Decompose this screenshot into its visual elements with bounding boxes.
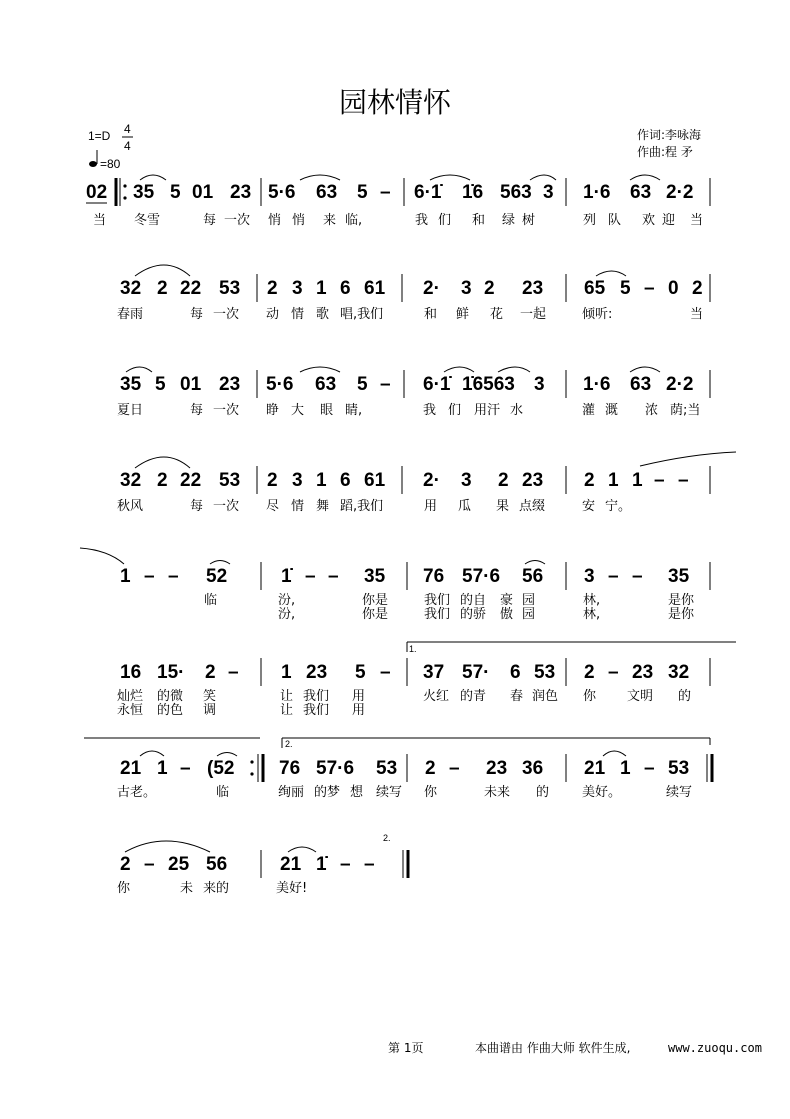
note: 63	[315, 374, 337, 395]
lyric: 一起	[520, 307, 547, 322]
lyric: 迎	[662, 213, 676, 228]
lyric: 每	[190, 307, 204, 322]
lyric: 未	[180, 881, 194, 896]
lyric-verse2: 林,	[583, 607, 601, 622]
note: 23	[230, 182, 252, 203]
note: 6	[340, 278, 351, 299]
lyric-verse2: 的色	[157, 703, 184, 718]
time-signature-bottom: 4	[124, 139, 131, 153]
note: 61	[364, 278, 386, 299]
lyric: 我	[423, 403, 437, 418]
lyric: 润色	[532, 689, 559, 704]
lyric-verse2: 让	[280, 703, 294, 718]
tie	[80, 548, 124, 564]
note: –	[328, 566, 339, 587]
note: 1̇6	[462, 182, 484, 203]
lyric: 灌	[582, 403, 596, 418]
note: –	[644, 278, 655, 299]
note: –	[228, 662, 239, 683]
lyric: 们	[438, 213, 452, 228]
lyric-verse2: 我们	[424, 607, 451, 622]
website-link[interactable]: www.zuoqu.com	[668, 1041, 762, 1055]
note: 1	[608, 470, 619, 491]
lyric: 文明	[627, 689, 654, 704]
note: 22	[180, 470, 202, 491]
lyric: 来	[323, 213, 337, 228]
note: 2	[267, 470, 278, 491]
lyric-verse2: 我们	[303, 703, 330, 718]
lyric: 倾听:	[582, 307, 613, 322]
lyric: 水	[510, 403, 524, 418]
lyric: 一次	[213, 307, 240, 322]
lyric: 果	[496, 499, 510, 514]
note: 1	[620, 758, 631, 779]
lyric: 未来	[484, 785, 511, 800]
slur	[125, 841, 210, 852]
slur	[630, 367, 660, 372]
note: 2	[157, 278, 168, 299]
note: 2	[157, 470, 168, 491]
lyric: 林,	[583, 593, 601, 608]
note: 5	[357, 182, 368, 203]
lyric: 我们	[303, 689, 330, 704]
note: 3	[461, 278, 472, 299]
lyric: 一次	[213, 499, 240, 514]
lyric: 每	[190, 499, 204, 514]
lyric: 临,	[345, 213, 363, 228]
note: 0	[668, 278, 679, 299]
lyric: 用汗	[474, 403, 501, 418]
note: 2·	[423, 470, 440, 491]
lyric: 笑	[203, 689, 217, 704]
note: 63	[316, 182, 338, 203]
note: –	[168, 566, 179, 587]
note: 37	[423, 662, 445, 683]
note: 53	[668, 758, 690, 779]
slur	[217, 753, 237, 757]
lyric: 的青	[460, 689, 487, 704]
note: 3	[461, 470, 472, 491]
software-credit: 本曲谱由 作曲大师 软件生成,	[475, 1041, 631, 1055]
second-ending-bracket	[282, 738, 710, 748]
lyric: 欢	[642, 213, 656, 228]
slur	[288, 847, 316, 852]
note: 57·6	[316, 758, 355, 779]
note: 23	[632, 662, 654, 683]
note: 2	[267, 278, 278, 299]
lyric: 汾,	[278, 593, 296, 608]
note: 1·6	[583, 182, 611, 203]
lyric: 你是	[362, 593, 389, 608]
lyric-verse2: 调	[203, 703, 217, 718]
lyric: 尽	[266, 499, 280, 514]
lyric: 想	[350, 785, 364, 800]
lyric: 的	[536, 785, 550, 800]
note: 2	[498, 470, 509, 491]
slur	[126, 367, 152, 372]
note: 23	[522, 278, 544, 299]
note: 2	[205, 662, 216, 683]
note: 5	[620, 278, 631, 299]
repeat-end-barline	[250, 754, 263, 782]
second-ending-label: 2.	[285, 739, 293, 749]
note: 53	[219, 470, 241, 491]
note: 5	[357, 374, 368, 395]
lyric: 美好。	[582, 785, 622, 800]
note: 57·	[462, 662, 490, 683]
note: 6	[510, 662, 521, 683]
lyric-verse2: 傲	[500, 607, 514, 622]
system-1	[86, 175, 710, 228]
note: –	[608, 566, 619, 587]
slur	[210, 561, 230, 565]
lyric: 舞	[316, 499, 330, 514]
slur	[444, 367, 474, 372]
lyric: 绿	[502, 213, 516, 228]
slur	[300, 175, 340, 180]
lyric: 让	[280, 689, 294, 704]
note: 21	[280, 854, 302, 875]
lyric-verse2: 永恒	[117, 703, 144, 718]
note: 5	[155, 374, 166, 395]
lyric: 悄	[292, 213, 306, 228]
note: 563	[500, 182, 532, 203]
lyric: 眼	[320, 403, 334, 418]
lyric: 每	[190, 403, 204, 418]
slur	[140, 175, 166, 180]
note: 76	[279, 758, 301, 779]
note: –	[305, 566, 316, 587]
note: 2	[584, 470, 595, 491]
lyric: 是你	[668, 593, 695, 608]
lyric: 一次	[224, 213, 251, 228]
note: –	[644, 758, 655, 779]
lyric: 园	[522, 593, 536, 608]
lyric: 安	[582, 499, 596, 514]
note: 25	[168, 854, 190, 875]
note: 15·	[157, 662, 185, 683]
time-signature-top: 4	[124, 122, 131, 136]
note: –	[380, 374, 391, 395]
note: 32	[668, 662, 690, 683]
lyric: 续写	[376, 785, 403, 800]
lyric: 临	[204, 593, 218, 608]
system-5	[80, 548, 710, 622]
note: 2·	[423, 278, 440, 299]
slur	[530, 175, 556, 180]
note: 23	[306, 662, 328, 683]
lyric: 春	[510, 689, 524, 704]
note: 21	[120, 758, 142, 779]
note: 53	[534, 662, 556, 683]
lyric: 悄	[268, 213, 282, 228]
slur	[630, 175, 660, 180]
lyric: 你	[117, 881, 131, 896]
lyric: 一次	[213, 403, 240, 418]
note: 3	[584, 566, 595, 587]
second-ending-label-final: 2.	[383, 833, 391, 843]
note: 35	[120, 374, 142, 395]
note: 76	[423, 566, 445, 587]
lyric: 情	[291, 499, 305, 514]
lyric: 夏日	[117, 403, 144, 418]
note: 35	[133, 182, 155, 203]
lyric: 用	[352, 689, 366, 704]
lyric: 灿烂	[117, 689, 144, 704]
note: 2	[584, 662, 595, 683]
note: 1·6	[583, 374, 611, 395]
first-ending-bracket	[407, 642, 736, 652]
slur	[596, 271, 626, 276]
slur	[135, 457, 190, 468]
lyric: 宁。	[605, 499, 632, 514]
note: 1	[316, 278, 327, 299]
lyric-verse2: 用	[352, 703, 366, 718]
system-3	[117, 367, 710, 418]
note: 56	[206, 854, 228, 875]
slur	[140, 751, 164, 756]
note: 63	[630, 182, 652, 203]
lyric-verse2: 汾,	[278, 607, 296, 622]
note: 23	[486, 758, 508, 779]
note: –	[340, 854, 351, 875]
lyric: 点缀	[519, 499, 546, 514]
note: 2	[425, 758, 436, 779]
lyric: 豪	[500, 593, 514, 608]
lyric: 睛,	[345, 403, 363, 418]
note: 1	[120, 566, 131, 587]
note: 1	[157, 758, 168, 779]
note: 35	[668, 566, 690, 587]
note: 2·2	[666, 182, 694, 203]
note: 23	[219, 374, 241, 395]
note: –	[180, 758, 191, 779]
lyric: 你	[424, 785, 438, 800]
lyric: 浓	[645, 403, 659, 418]
note: 32	[120, 470, 142, 491]
slur	[498, 367, 530, 372]
lyric: 秋风	[117, 499, 144, 514]
note: 3	[534, 374, 545, 395]
lyric: 临	[216, 785, 230, 800]
lyric: 蹈,我们	[340, 499, 384, 514]
slur	[525, 561, 545, 565]
note: –	[144, 854, 155, 875]
note: 6	[340, 470, 351, 491]
note: –	[632, 566, 643, 587]
note: 21	[584, 758, 606, 779]
lyric: 情	[291, 307, 305, 322]
note: 01	[180, 374, 202, 395]
lyric: 美好!	[276, 881, 308, 896]
lyric: 队	[608, 213, 622, 228]
lyric: 鲜	[456, 307, 470, 322]
lyric: 火红	[423, 689, 450, 704]
note: –	[449, 758, 460, 779]
lyric: 列	[583, 213, 597, 228]
note: 1	[281, 662, 292, 683]
lyric: 荫;当	[670, 403, 701, 418]
lyric: 春雨	[117, 307, 144, 322]
slur	[603, 751, 626, 756]
system-4	[117, 452, 736, 514]
note: 53	[219, 278, 241, 299]
note: –	[364, 854, 375, 875]
lyric-verse2: 的骄	[460, 607, 487, 622]
lyric: 的梦	[314, 785, 341, 800]
note: 52	[206, 566, 228, 587]
tie	[640, 452, 736, 466]
lyric: 和	[472, 213, 486, 228]
note: 3	[543, 182, 554, 203]
lyric: 续写	[666, 785, 693, 800]
note: 1	[316, 470, 327, 491]
lyric: 每	[203, 213, 217, 228]
note: –	[608, 662, 619, 683]
lyric: 花	[490, 307, 504, 322]
note: 57·6	[462, 566, 501, 587]
lyric: 当	[93, 213, 107, 228]
note: 22	[180, 278, 202, 299]
system-6	[117, 642, 736, 718]
lyric: 我们	[424, 593, 451, 608]
composer-credit: 作曲:程 矛	[637, 145, 693, 159]
note: 65	[584, 278, 606, 299]
note: 5	[170, 182, 181, 203]
note: 16	[120, 662, 142, 683]
lyric: 睁	[266, 403, 280, 418]
note: 2	[692, 278, 703, 299]
lyric: 的	[678, 689, 692, 704]
score-title: 园林情怀	[338, 86, 452, 119]
final-barline	[707, 754, 712, 782]
quarter-note-icon	[89, 150, 97, 167]
note: 6·1̇	[423, 374, 451, 395]
note: 02	[86, 182, 108, 203]
note: 5·6	[268, 182, 296, 203]
tempo-mark: =80	[100, 157, 121, 171]
slur	[135, 265, 190, 276]
lyric-verse2: 是你	[668, 607, 695, 622]
lyric: 动	[266, 307, 280, 322]
note: 53	[376, 758, 398, 779]
lyric: 们	[448, 403, 462, 418]
system-7	[84, 738, 712, 800]
lyric: 来的	[203, 881, 230, 896]
note: 23	[522, 470, 544, 491]
note: 6·1̇	[414, 182, 442, 203]
lyric: 溉	[605, 403, 619, 418]
lyric: 我	[415, 213, 429, 228]
note: 1	[632, 470, 643, 491]
lyric: 瓜	[458, 499, 472, 514]
system-8	[117, 833, 408, 896]
note: 01	[192, 182, 214, 203]
note: (52	[207, 758, 235, 779]
lyric: 你	[583, 689, 597, 704]
repeat-start-barline	[116, 178, 127, 206]
note: 3	[292, 278, 303, 299]
lyric: 和	[424, 307, 438, 322]
note: 1̇	[281, 566, 292, 587]
note: 35	[364, 566, 386, 587]
key-signature: 1=D	[88, 129, 111, 143]
final-barline	[403, 850, 408, 878]
note: 2	[120, 854, 131, 875]
lyric-verse2: 你是	[362, 607, 389, 622]
lyric: 古老。	[117, 785, 157, 800]
slur	[300, 367, 340, 372]
note: 5	[355, 662, 366, 683]
note: 2	[484, 278, 495, 299]
lyric: 用	[424, 499, 438, 514]
lyric: 的微	[157, 689, 184, 704]
lyric: 树	[522, 213, 536, 228]
note: 3	[292, 470, 303, 491]
note: 56	[522, 566, 544, 587]
lyric: 大	[291, 403, 305, 418]
lyric: 当	[690, 213, 704, 228]
note: 1̇6563	[462, 374, 515, 395]
note: –	[654, 470, 665, 491]
lyric: 当	[690, 307, 704, 322]
lyric: 绚丽	[278, 785, 305, 800]
slur	[430, 175, 470, 180]
note: 36	[522, 758, 544, 779]
note: 61	[364, 470, 386, 491]
lyric: 歌	[316, 307, 330, 322]
note: –	[380, 182, 391, 203]
note: 32	[120, 278, 142, 299]
system-2	[117, 265, 710, 322]
page-number: 第 1页	[388, 1041, 424, 1055]
lyric-verse2: 园	[522, 607, 536, 622]
note: –	[144, 566, 155, 587]
lyric: 的自	[460, 593, 487, 608]
lyric: 唱,我们	[340, 307, 384, 322]
first-ending-label: 1.	[409, 644, 417, 654]
note: 2·2	[666, 374, 694, 395]
note: –	[380, 662, 391, 683]
note: 63	[630, 374, 652, 395]
lyricist-credit: 作词:李咏海	[637, 128, 702, 142]
note: 1̇	[316, 854, 327, 875]
note: 5·6	[266, 374, 294, 395]
note: –	[678, 470, 689, 491]
lyric: 冬雪	[134, 213, 161, 228]
